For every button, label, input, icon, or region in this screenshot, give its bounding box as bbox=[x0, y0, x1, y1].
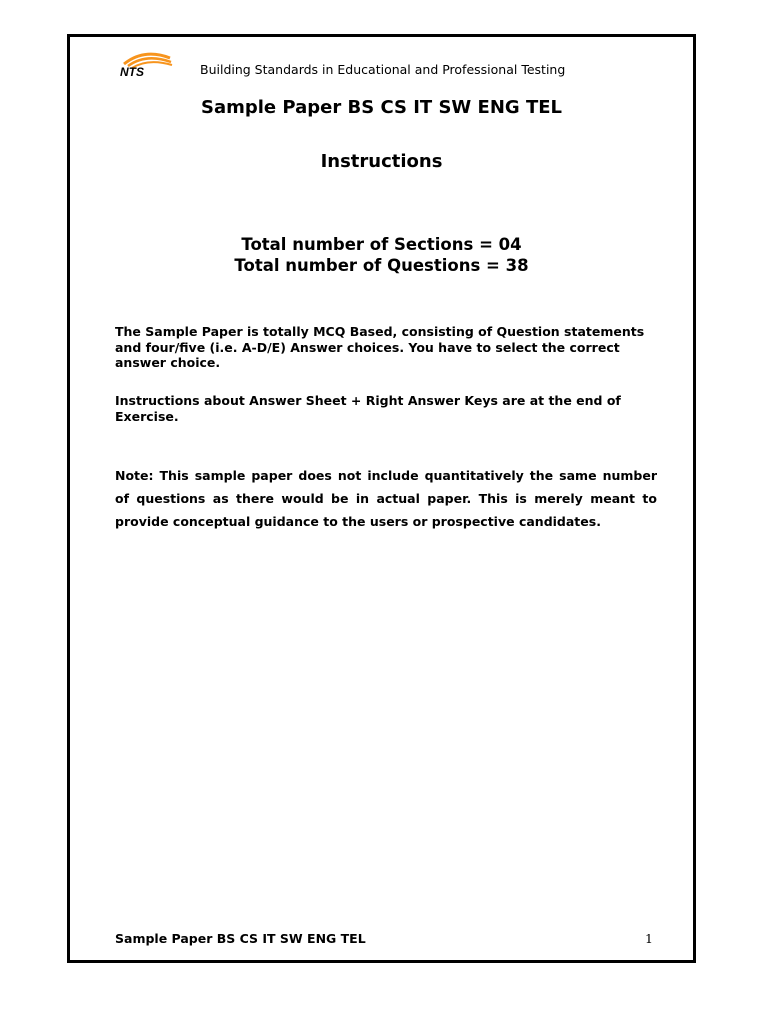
nts-logo bbox=[116, 50, 176, 78]
answer-sheet-paragraph: Instructions about Answer Sheet + Right Answer Keys are at the end of Exercise. bbox=[115, 393, 621, 424]
total-questions: Total number of Questions = 38 bbox=[234, 256, 529, 275]
mcq-paragraph: The Sample Paper is totally MCQ Based, consisting of Question statements and four/five (i.e. A-D/E) Answer choices. You have to select the correct answer choice. bbox=[115, 324, 645, 370]
page-number: 1 bbox=[645, 931, 653, 946]
totals-block bbox=[70, 234, 693, 276]
instructions-heading: Instructions bbox=[320, 151, 443, 172]
header-tagline: Building Standards in Educational and Professional Testing bbox=[200, 62, 566, 77]
logo-text: NTS bbox=[120, 65, 144, 78]
footer-title: Sample Paper BS CS IT SW ENG TEL bbox=[115, 931, 366, 946]
page-title: Sample Paper BS CS IT SW ENG TEL bbox=[201, 97, 562, 118]
note-paragraph: Note: This sample paper does not include quantitatively the same number of questions as there would be in actual paper. This is merely meant to provide conceptual guidance to the users or prospective candidates. bbox=[115, 468, 657, 529]
document-page bbox=[67, 34, 696, 963]
total-sections: Total number of Sections = 04 bbox=[241, 235, 522, 254]
